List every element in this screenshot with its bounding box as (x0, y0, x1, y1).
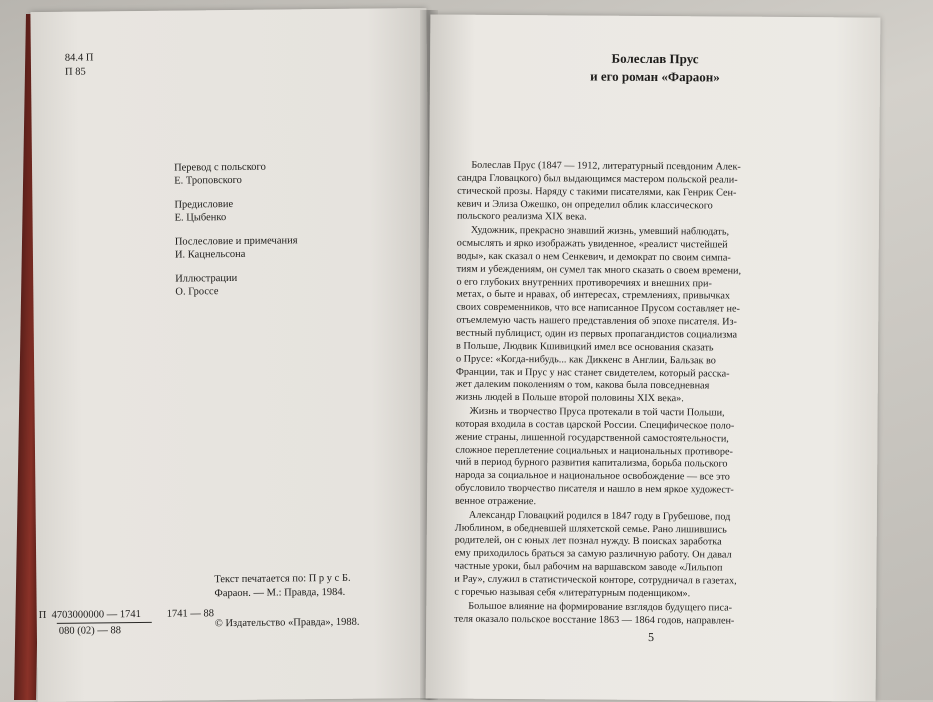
text-line: сложное переплетение социальных и национальных противоре- (455, 444, 733, 458)
text-line: Болеслав Прус (1847 — 1912, литературный псевдоним Алек- (471, 159, 741, 173)
paragraph (454, 509, 835, 602)
credit-name: Е. Троповского (174, 174, 242, 187)
text-line: кевич и Элиза Ожешко, он определил облик классического (457, 198, 713, 211)
credits-block (174, 160, 298, 309)
paragraph (457, 160, 837, 227)
text-line: Франции, так и Прус у нас станет свидетелем, который расска- (455, 366, 730, 380)
left-page (30, 8, 433, 702)
paragraph (455, 406, 836, 511)
text-line: вестный публицист, один из первых пропагандистов социализма (456, 327, 738, 341)
credit-role: Перевод с польского (173, 161, 266, 174)
text-line: чий в период бурного развития капитализма, борьба польского (455, 457, 728, 470)
text-line: венное отражение. (454, 495, 537, 508)
text-line: родителей, он с юных лет познал нужду. В поисках заработка (454, 535, 722, 548)
credit-name: Е. Цыбенко (174, 212, 227, 224)
text-line: Александр Гловацкий родился в 1847 году в Грубешове, под (468, 509, 731, 523)
isbn-code-line-1: П 4703000000 — 1741 (38, 608, 141, 622)
text-line: польского реализма XIX века. (456, 211, 587, 223)
credit-role: Предисловие (174, 198, 234, 211)
text-line: сандра Гловацкого) был выдающимся мастером польской реали- (457, 172, 738, 186)
copyright-line: © Издательство «Правда», 1988. (214, 616, 360, 630)
text-line: жение страны, лишенной государственной самостоятельности, (455, 431, 729, 445)
paragraph (454, 600, 834, 628)
print-note-line-2: Фараон. — М.: Правда, 1984. (214, 586, 346, 600)
right-page (426, 14, 881, 701)
text-line: с горечью называя себя «литературным поденщиком». (454, 586, 691, 600)
text-line: которая входила в состав царской России. Специфическое поло- (455, 418, 735, 432)
credit-role: Послесловие и примечания (174, 235, 298, 248)
text-line: воды», как сказал о нем Сенкевич, и демократ по своим симпа- (456, 250, 731, 264)
text-line: осмыслять и ярко изображать увиденное, «реалист чистейшей (456, 237, 728, 251)
credit-name: И. Кацнельсона (174, 248, 246, 261)
chapter-title-line-1: Болеслав Прус (611, 50, 699, 67)
print-note-line-1: Текст печатается по: П р у с Б. (214, 572, 351, 586)
text-line: частные уроки, был рабочим на варшавском заводе «Лильпоп (454, 560, 723, 574)
text-line: о Прусе: «Когда-нибудь... как Диккенс в Англии, Бальзак во (455, 353, 716, 367)
text-line: жет далеким поколениям о том, какова была повседневная (455, 378, 710, 392)
text-line: теля оказало польское восстание 1863 — 1864 годов, направлен- (454, 613, 735, 627)
text-line: Люблином, в обедневшей шляхетской семье. Рано лишившись (454, 522, 727, 536)
text-line: Большое влияние на формирование взглядов будущего писа- (468, 600, 733, 614)
isbn-code-suffix: 1741 — 88 (166, 608, 215, 620)
show-through-title (301, 113, 422, 174)
text-line: Художник, прекрасно знавший жизнь, умевший наблюдать, (470, 224, 730, 238)
text-line: в Польше, Людвик Кшивицкий имел все основания сказать (456, 340, 714, 354)
credit-afterword (175, 234, 298, 261)
text-line: народа за социальное и национальное освобождение — все это (455, 469, 730, 483)
credit-preface (174, 197, 297, 224)
text-line: и Рау», служил в статистической конторе, сотрудничал в газетах, (454, 573, 737, 587)
catalog-code-2: П 85 (64, 66, 86, 78)
credit-role: Иллюстрации (175, 272, 238, 285)
text-line: Жизнь и творчество Пруса протекали в той части Польши, (469, 405, 725, 419)
text-line: метах, о быте и нравах, об интересах, стремлениях, привычках (456, 289, 731, 302)
text-line: обусловило творчество писателя и нашло в нем яркое художест- (455, 482, 734, 496)
article-body (454, 160, 837, 629)
chapter-title-line-2: и его роман «Фараон» (590, 68, 720, 85)
text-line: отъемлемую часть нашего представления об эпохе писателя. Из- (456, 314, 737, 328)
credit-name: О. Гроссе (175, 286, 219, 298)
page-number: 5 (648, 629, 655, 645)
credit-translation (174, 160, 297, 187)
text-line: тиям и убеждениям, он сумел так много сказать о своем времени, (456, 263, 742, 277)
catalog-code-1: 84.4 П (64, 52, 94, 64)
credit-illustrations (175, 271, 298, 298)
text-line: о его глубоких внутренних противоречиях и внешних при- (456, 276, 712, 290)
text-line: жизнь людей в Польше второй половины XIX века». (455, 391, 684, 405)
text-line: ему приходилось браться за самую различную работу. Он давал (454, 547, 732, 561)
paragraph (456, 225, 837, 407)
isbn-code-line-2: 080 (02) — 88 (58, 625, 122, 637)
text-line: стической прозы. Наряду с такими писателями, как Генрик Сен- (457, 185, 737, 199)
text-line: своих современников, что все написанное Прусом составляет не- (456, 301, 740, 315)
